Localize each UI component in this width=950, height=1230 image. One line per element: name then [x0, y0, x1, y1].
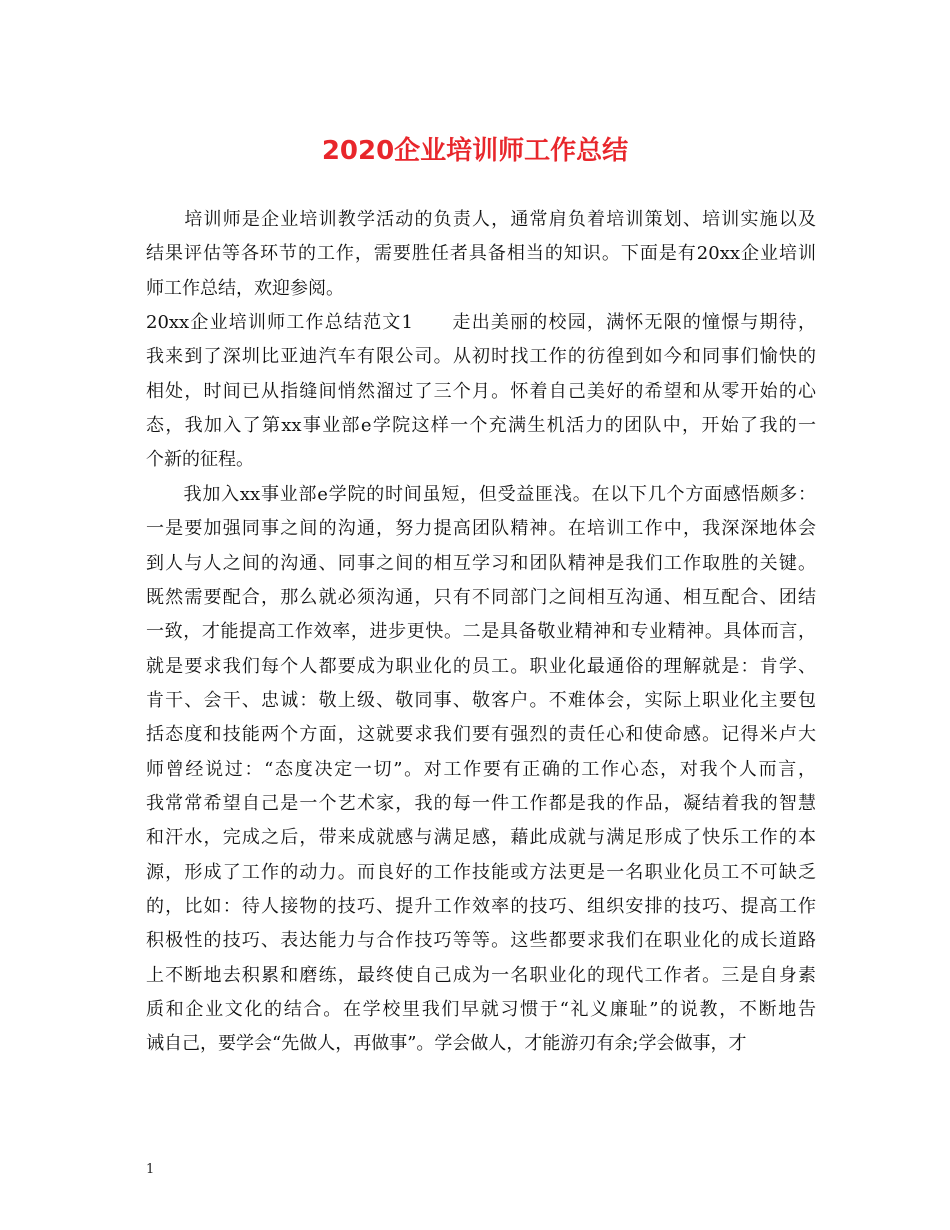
- body-text-line: 一致，才能提高工作效率，进步更快。二是具备敬业精神和专业精神。具体而言，: [146, 621, 816, 643]
- body-text-line: 个新的征程。: [146, 449, 254, 471]
- page-number: 1: [146, 1162, 155, 1177]
- body-text-line: 和汗水，完成之后，带来成就感与满足感，藉此成就与满足形成了快乐工作的本: [146, 827, 816, 849]
- body-text-line: 源，形成了工作的动力。而良好的工作技能或方法更是一名职业化员工不可缺乏: [146, 861, 816, 883]
- body-text-line: 态，我加入了第xx事业部e学院这样一个充满生机活力的团队中，开始了我的一: [146, 415, 816, 437]
- document-title: 2020企业培训师工作总结: [321, 136, 629, 166]
- body-text-line: 师曾经说过：“态度决定一切”。对工作要有正确的工作心态，对我个人而言，: [146, 758, 816, 780]
- body-text-line: 20xx企业培训师工作总结范文1 走出美丽的校园，满怀无限的憧憬与期待，: [146, 312, 816, 334]
- body-text-line: 积极性的技巧、表达能力与合作技巧等等。这些都要求我们在职业化的成长道路: [146, 930, 816, 952]
- body-text-line: 培训师是企业培训教学活动的负责人，通常肩负着培训策划、培训实施以及: [146, 209, 816, 230]
- body-text-line: 相处，时间已从指缝间悄然溜过了三个月。怀着自己美好的希望和从零开始的心: [146, 380, 816, 402]
- body-text-line: 我加入xx事业部e学院的时间虽短，但受益匪浅。在以下几个方面感悟颇多：: [146, 483, 816, 505]
- body-text-line: 既然需要配合，那么就必须沟通，只有不同部门之间相互沟通、相互配合、团结: [146, 586, 816, 608]
- body-text-line: 结果评估等各环节的工作，需要胜任者具备相当的知识。下面是有20xx企业培训: [146, 243, 816, 265]
- body-text-line: 诫自己，要学会“先做人，再做事”。学会做人，才能游刃有余;学会做事，才: [146, 1033, 747, 1055]
- body-text-line: 肯干、会干、忠诚：敬上级、敬同事、敬客户。不难体会，实际上职业化主要包: [146, 689, 816, 711]
- body-text-line: 括态度和技能两个方面，这就要求我们要有强烈的责任心和使命感。记得米卢大: [146, 724, 816, 746]
- body-text-line: 到人与人之间的沟通、同事之间的相互学习和团队精神是我们工作取胜的关键。: [146, 552, 816, 574]
- body-text-line: 一是要加强同事之间的沟通，努力提高团队精神。在培训工作中，我深深地体会: [146, 518, 816, 540]
- body-text-line: 我常常希望自己是一个艺术家，我的每一件工作都是我的作品，凝结着我的智慧: [146, 792, 816, 814]
- body-text-line: 师工作总结，欢迎参阅。: [146, 277, 344, 299]
- body-text-line: 就是要求我们每个人都要成为职业化的员工。职业化最通俗的理解就是：肯学、: [146, 655, 816, 677]
- body-text-line: 质和企业文化的结合。在学校里我们早就习惯于“礼义廉耻”的说教，不断地告: [146, 999, 816, 1021]
- body-text-line: 的，比如：待人接物的技巧、提升工作效率的技巧、组织安排的技巧、提高工作: [146, 896, 816, 917]
- body-text-line: 我来到了深圳比亚迪汽车有限公司。从初时找工作的彷徨到如今和同事们愉快的: [146, 346, 816, 368]
- body-text-line: 上不断地去积累和磨练，最终使自己成为一名职业化的现代工作者。三是自身素: [146, 964, 816, 986]
